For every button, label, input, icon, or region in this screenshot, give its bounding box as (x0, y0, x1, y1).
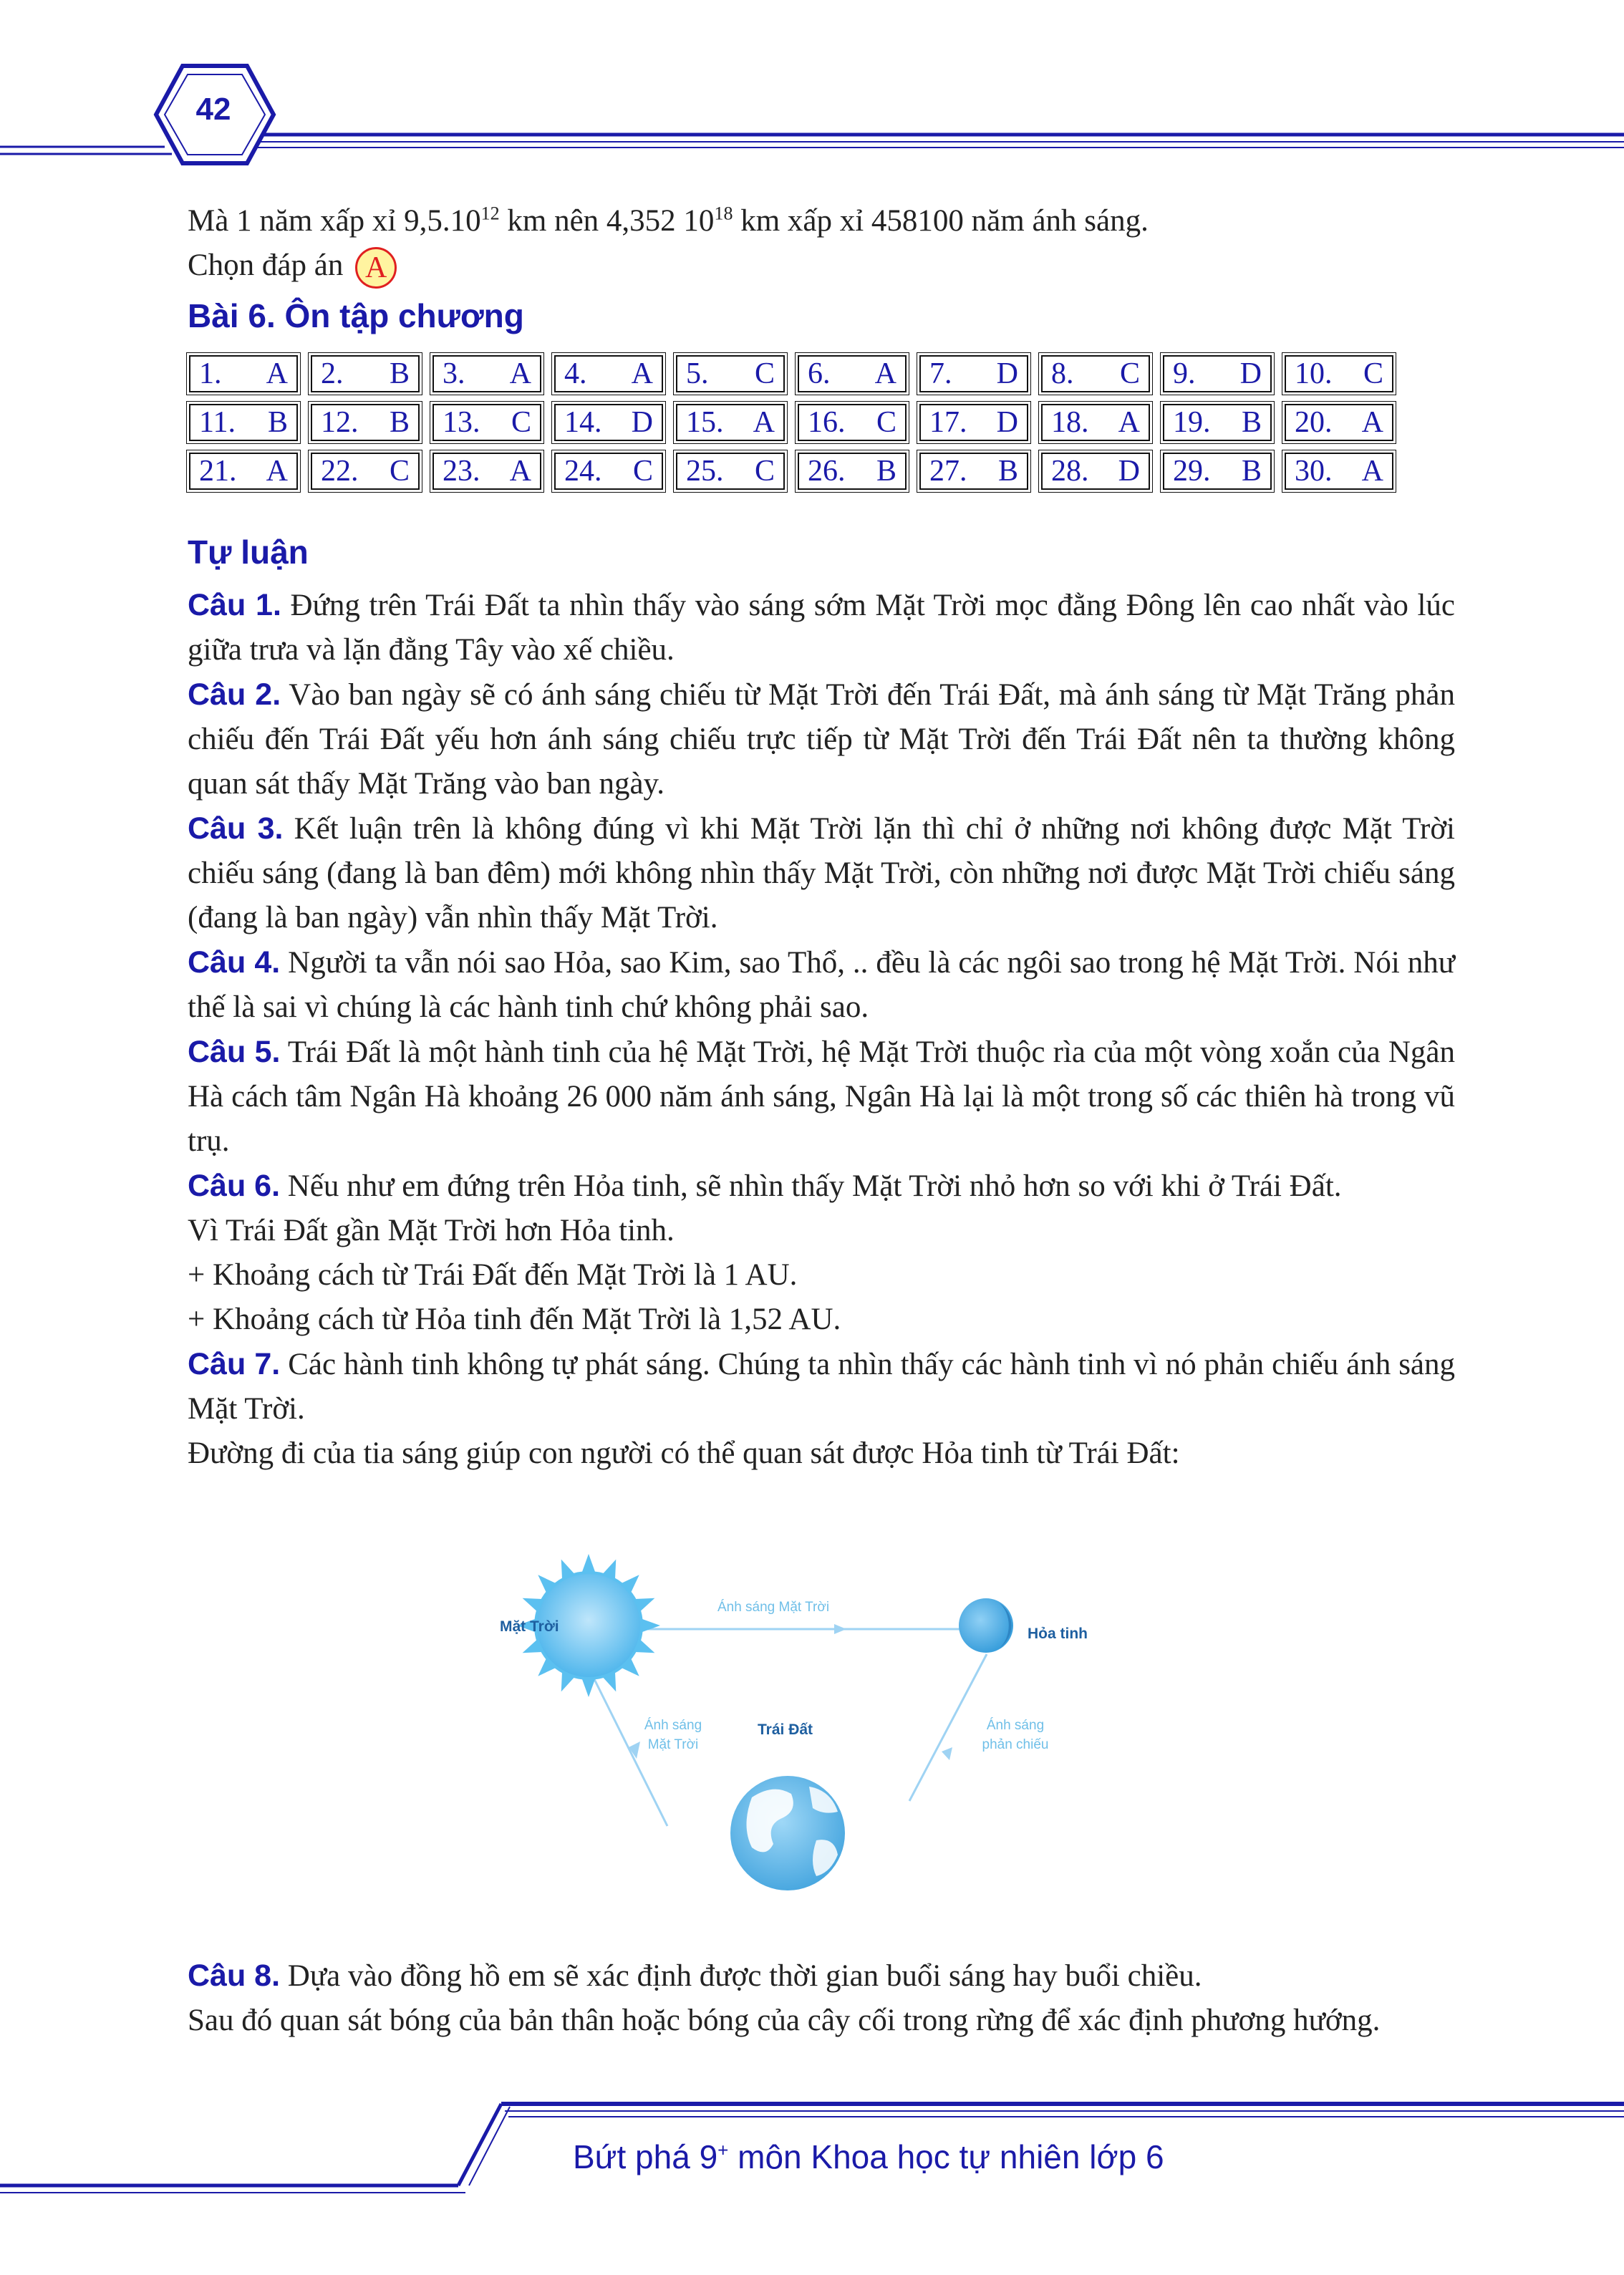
question-6: Câu 6. Nếu như em đứng trên Hỏa tinh, sẽ nhìn thấy Mặt Trời nhỏ hơn so với khi ở Trái Đất. (188, 1169, 1342, 1203)
answer-cell (554, 404, 663, 441)
answer-number: 24. (564, 455, 602, 488)
answer-cell (311, 453, 420, 490)
section-title: Bài 6. Ôn tập chương (188, 297, 524, 334)
intro-block (188, 199, 1455, 289)
answer-letter: D (996, 406, 1018, 439)
answer-number: 4. (564, 357, 587, 390)
answer-number: 28. (1051, 455, 1089, 488)
question-1: Câu 1. Đứng trên Trái Đất ta nhìn thấy vào sáng sớm Mặt Trời mọc đằng Đông lên cao nhất vào lúc giữa trưa và lặn đằng Tây vào xế chiều. (188, 588, 1455, 667)
answer-number: 20. (1295, 406, 1333, 439)
answer-number: 21. (199, 455, 237, 488)
answer-cell (1163, 453, 1272, 490)
mars-icon (959, 1598, 1013, 1653)
answer-number: 5. (686, 357, 709, 390)
essay-block (188, 583, 1455, 1476)
answer-number: 23. (443, 455, 480, 488)
answer-cell (189, 453, 298, 490)
answer-number: 19. (1173, 406, 1211, 439)
answer-number: 11. (199, 406, 236, 439)
answer-letter: B (1241, 455, 1262, 488)
question-7: Câu 7. Các hành tinh không tự phát sáng. Chúng ta nhìn thấy các hành tinh vì nó phản chiếu ánh sáng Mặt Trời. (188, 1347, 1456, 1426)
answer-number: 27. (929, 455, 967, 488)
answer-number: 3. (443, 357, 465, 390)
answer-letter: A (753, 406, 775, 439)
right-arrow-label-2: phản chiếu (982, 1737, 1049, 1752)
answer-cell (1285, 453, 1393, 490)
answer-letter: C (511, 406, 531, 439)
answer-cell (919, 404, 1028, 441)
answer-number: 25. (686, 455, 724, 488)
answer-letter: A (509, 455, 531, 488)
answer-cell (1163, 355, 1272, 392)
answer-letter: C (754, 357, 775, 390)
answer-cell (676, 355, 785, 392)
answer-letter: C (754, 455, 775, 488)
answer-cell (432, 453, 541, 490)
question-6-line-3: + Khoảng cách từ Trái Đất đến Mặt Trời là 1 AU. (188, 1258, 798, 1292)
answer-cell (919, 453, 1028, 490)
answer-cell (676, 404, 785, 441)
answer-letter: C (632, 455, 653, 488)
answer-letter: A (631, 357, 653, 390)
answer-number: 12. (321, 406, 359, 439)
answer-cell (432, 355, 541, 392)
answer-number: 9. (1173, 357, 1196, 390)
answer-cell (189, 355, 298, 392)
answer-number: 8. (1051, 357, 1074, 390)
answer-cell (189, 404, 298, 441)
answer-cell (311, 355, 420, 392)
answer-number: 6. (808, 357, 831, 390)
answer-letter: C (1363, 357, 1383, 390)
answer-number: 16. (808, 406, 846, 439)
answer-number: 29. (1173, 455, 1211, 488)
answer-letter: A (266, 455, 288, 488)
answer-number: 17. (929, 406, 967, 439)
answer-letter: A (266, 357, 288, 390)
answer-letter: D (631, 406, 653, 439)
answer-cell (1285, 355, 1393, 392)
answer-cell (1041, 355, 1150, 392)
answer-circle: A (355, 247, 397, 289)
answer-letter: B (997, 455, 1018, 488)
question-4: Câu 4. Người ta vẫn nói sao Hỏa, sao Kim, sao Thổ, .. đều là các ngôi sao trong hệ Mặt Trời. Nói như thế là sai vì chúng là các hành tinh chứ không phải sao. (188, 945, 1456, 1024)
answer-letter: C (389, 455, 410, 488)
answer-letter: A (509, 357, 531, 390)
mars-label: Hỏa tinh (1028, 1626, 1088, 1642)
question-2: Câu 2. Vào ban ngày sẽ có ánh sáng chiếu từ Mặt Trời đến Trái Đất, mà ánh sáng từ Mặt Trăng phản chiếu đến Trái Đất yếu hơn ánh sáng chiếu trực tiếp từ Mặt Trời đến Trái Đất nên ta thường không quan sát thấy Mặt Trăng vào ban ngày. (188, 677, 1455, 801)
answer-number: 13. (443, 406, 480, 439)
answer-letter: D (996, 357, 1018, 390)
intro-line-1: Mà 1 năm xấp xỉ 9,5.10$^{12}$ km nên 4,352 $10^{18}$ km xấp xỉ 458100 năm ánh sáng. (188, 203, 1149, 238)
answer-cell (798, 453, 907, 490)
answer-number: 22. (321, 455, 359, 488)
answer-cell (798, 404, 907, 441)
question-8-line-2: Sau đó quan sát bóng của bản thân hoặc bóng của cây cối trong rừng để xác định phương hướng. (188, 2004, 1381, 2037)
question-8-block (188, 1953, 1455, 2043)
question-6-line-2: Vì Trái Đất gần Mặt Trời hơn Hỏa tinh. (188, 1214, 675, 1247)
intro-line-2: Chọn đáp án A (188, 243, 1455, 289)
answer-cell (432, 404, 541, 441)
answer-letter: A (1118, 406, 1140, 439)
answer-cell (1163, 404, 1272, 441)
answer-letter: B (267, 406, 288, 439)
tu-luan-title: Tự luận (188, 533, 309, 571)
answer-cell (554, 453, 663, 490)
answer-number: 7. (929, 357, 952, 390)
answer-number: 18. (1051, 406, 1089, 439)
answer-letter: B (1241, 406, 1262, 439)
earth-label: Trái Đất (758, 1721, 813, 1738)
footer-book-title: Bứt phá 9+ môn Khoa học tự nhiên lớp 6 (573, 2138, 1164, 2175)
answer-number: 1. (199, 357, 222, 390)
answer-number: 10. (1295, 357, 1333, 390)
earth-icon (730, 1776, 845, 1890)
left-arrow-label-2: Mặt Trời (647, 1737, 699, 1752)
answer-number: 2. (321, 357, 344, 390)
question-3: Câu 3. Kết luận trên là không đúng vì khi Mặt Trời lặn thì chỉ ở những nơi không được Mặt Trời chiếu sáng (đang là ban đêm) mới không nhìn thấy Mặt Trời, còn những nơi được Mặt Trời chiếu sáng (đang là ban ngày) vẫn nhìn thấy Mặt Trời. (188, 811, 1456, 934)
left-arrow-label-1: Ánh sáng (644, 1718, 702, 1733)
sun-label: Mặt Trời (500, 1618, 559, 1635)
light-path-diagram (473, 1540, 1146, 1898)
question-6-line-4: + Khoảng cách từ Hỏa tinh đến Mặt Trời là 1,52 AU. (188, 1303, 841, 1336)
answer-letter: A (1361, 406, 1383, 439)
answer-cell (554, 355, 663, 392)
question-8: Câu 8. Dựa vào đồng hồ em sẽ xác định được thời gian buổi sáng hay buổi chiều. (188, 1958, 1202, 1993)
answer-letter: B (389, 406, 410, 439)
right-arrow-label-1: Ánh sáng (986, 1718, 1045, 1733)
answer-number: 30. (1295, 455, 1333, 488)
answer-letter: C (876, 406, 896, 439)
answer-cell (798, 355, 907, 392)
page-number: 42 (195, 92, 231, 127)
answer-letter: B (389, 357, 410, 390)
answer-number: 15. (686, 406, 724, 439)
answer-number: 14. (564, 406, 602, 439)
answer-letter: A (874, 357, 896, 390)
answer-letter: D (1118, 455, 1140, 488)
answer-number: 26. (808, 455, 846, 488)
answer-cell (1285, 404, 1393, 441)
question-7-line-2: Đường đi của tia sáng giúp con người có thể quan sát được Hỏa tinh từ Trái Đất: (188, 1436, 1180, 1470)
top-arrow-label: Ánh sáng Mặt Trời (717, 1600, 830, 1615)
answer-cell (311, 404, 420, 441)
answer-letter: D (1239, 357, 1262, 390)
footer-decoration (0, 2091, 1624, 2275)
answer-cell (919, 355, 1028, 392)
answer-grid (186, 352, 1396, 493)
answer-letter: B (876, 455, 896, 488)
question-5: Câu 5. Trái Đất là một hành tinh của hệ Mặt Trời, hệ Mặt Trời thuộc rìa của một vòng xoắn của Ngân Hà cách tâm Ngân Hà khoảng 26 000 năm ánh sáng, Ngân Hà lại là một trong số các thiên hà trong vũ trụ. (188, 1035, 1455, 1158)
answer-cell (676, 453, 785, 490)
answer-cell (1041, 404, 1150, 441)
answer-cell (1041, 453, 1150, 490)
answer-letter: C (1119, 357, 1140, 390)
answer-letter: A (1361, 455, 1383, 488)
